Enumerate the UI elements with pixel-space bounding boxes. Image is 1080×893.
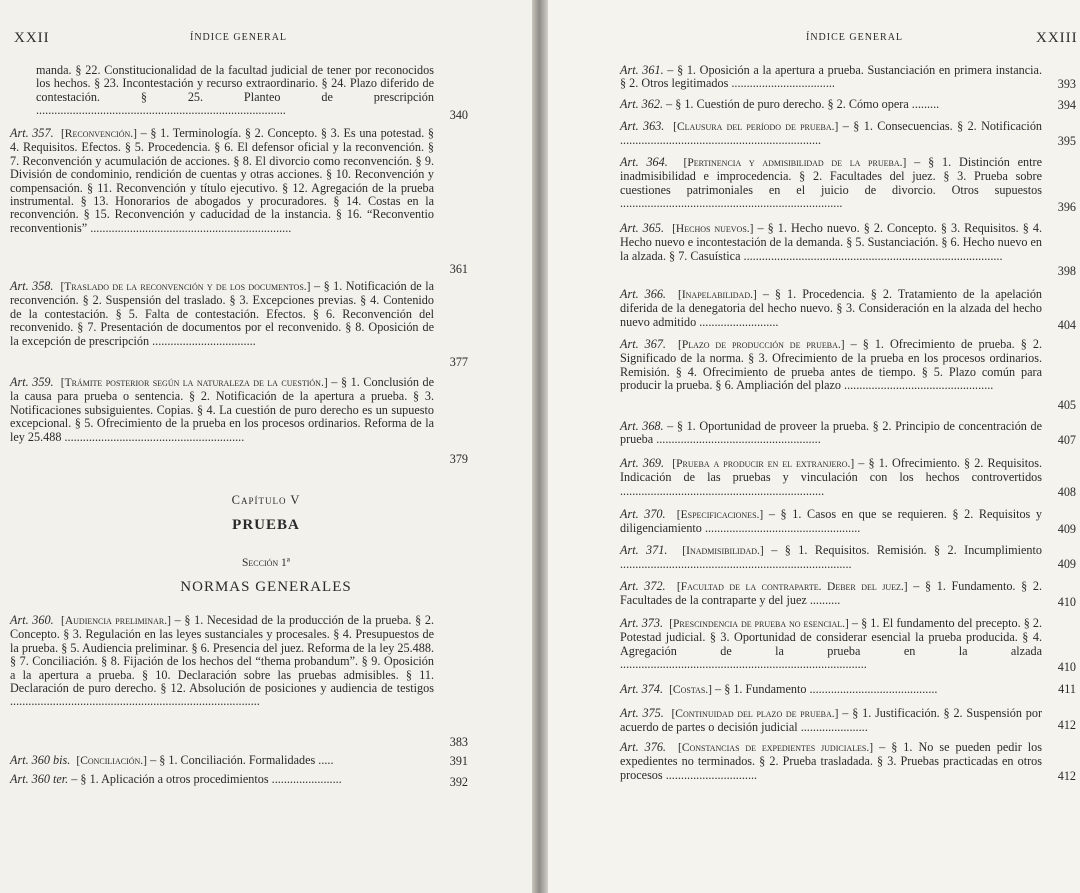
toc-entry: [620, 707, 1042, 735]
chapter-title: PRUEBA: [232, 517, 300, 533]
article-number: Art. 360 ter.: [10, 772, 69, 786]
article-title: [Facultad de la contraparte. Deber del juez.]: [676, 581, 908, 593]
toc-entry: [620, 544, 1042, 572]
entry-text: – § 1. Ofrecimiento. § 2. Requisitos. Indicación de las pruebas y vinculación con los hechos controvertidos ...................................................................: [620, 456, 1043, 498]
entry-text: – § 1. Conciliación. Formalidades .....: [147, 753, 334, 767]
article-number: Art. 360 bis.: [10, 753, 71, 767]
article-title: [Trámite posterior según la naturaleza de la cuestión.]: [60, 377, 328, 389]
entry-text: – § 1. Distinción entre inadmisibilidad e improcedencia. § 2. Facultades del juez. § 3. Prueba sobre cuestiones patrimoniales en el juicio de divorcio. Otros supuestos .........................................................................: [620, 155, 1043, 211]
entry-text: – § 1. Notificación de la reconvención. § 2. Suspensión del traslado. § 3. Excepciones previas. § 4. Contenido de la contestación. § 5. Falta de contestación. Efectos. § 6. Reconvención del reconvenido. § 7. Presentación de documentos por el reconvenido. § 8. Oposición de la excepción de prescripción ..................................: [10, 279, 435, 348]
section-label: Sección 1ª: [242, 557, 290, 569]
toc-entry: [620, 741, 1042, 782]
entry-text: – § 1. Aplicación a otros procedimientos .......................: [68, 772, 342, 786]
page-number: 393: [1057, 77, 1076, 91]
page-number: 383: [449, 735, 468, 749]
page-number: 411: [1058, 682, 1076, 696]
entry-text: – § 1. Oposición a la apertura a prueba. Sustanciación en primera instancia. § 2. Otros legitimados ..................................: [620, 63, 1042, 91]
article-number: Art. 370.: [620, 507, 666, 521]
entry-text: manda. § 22. Constitucionalidad de la facultad judicial de tener por reconocidos los hechos. § 23. Incontestación y recurso extraordinario. § 24. Plazo diferido de contestación. § 25. Planteo de prescripción ..................................................................................: [36, 63, 434, 118]
page-folio: XXII: [14, 30, 50, 46]
page-number: 340: [449, 108, 468, 122]
article-number: Art. 372.: [620, 579, 666, 593]
page-number: 412: [1057, 718, 1076, 732]
article-number: Art. 373.: [620, 616, 664, 630]
article-title: [Traslado de la reconvención y de los documentos.]: [60, 281, 311, 293]
page-number: 405: [1057, 398, 1076, 412]
entry-text: – § 1. Oportunidad de proveer la prueba. § 2. Principio de concentración de prueba ......................................................: [620, 419, 1042, 447]
page-number: 412: [1057, 769, 1076, 783]
article-title: [Costas.]: [669, 684, 712, 696]
section-title: NORMAS GENERALES: [180, 579, 352, 595]
article-title: [Plazo de producción de prueba.]: [678, 339, 845, 351]
page-number: 409: [1057, 522, 1076, 536]
page-number: 410: [1057, 660, 1076, 674]
toc-entry: [10, 754, 434, 768]
article-title: [Conciliación.]: [76, 755, 148, 767]
toc-entry: [620, 338, 1042, 393]
toc-entry: [620, 420, 1042, 447]
page-number: 396: [1057, 200, 1076, 214]
entry-text: – § 1. Requisitos. Remisión. § 2. Incumplimiento ............................................................................: [620, 543, 1042, 572]
page-number: 407: [1057, 433, 1076, 447]
toc-entry: [620, 288, 1042, 329]
page-number: 410: [1057, 595, 1076, 609]
article-number: Art. 375.: [620, 706, 664, 720]
entry-text: – § 1. Fundamento. § 2. Facultades de la contraparte y del juez ..........: [620, 579, 1042, 608]
page-number: 391: [449, 754, 468, 768]
running-head: ÍNDICE GENERAL: [190, 32, 288, 43]
article-number: Art. 358.: [10, 279, 54, 293]
article-title: [Prueba a producir en el extranjero.]: [672, 458, 855, 470]
page-number: 398: [1057, 264, 1076, 278]
article-title: [Inapelabilidad.]: [678, 289, 757, 301]
article-title: [Especificaciones.]: [676, 509, 764, 521]
entry-text: – § 1. Procedencia. § 2. Tratamiento de la apelación diferida de la denegatoria del hecho nuevo. § 3. Consideración en la alzada del hecho nuevo admitido ..........................: [620, 287, 1043, 329]
page-number: 379: [449, 452, 468, 466]
article-number: Art. 364.: [620, 155, 668, 169]
book-gutter: [532, 0, 548, 893]
page-number: 409: [1057, 557, 1076, 571]
page-folio: XXIII: [1036, 30, 1078, 46]
toc-entry: [620, 120, 1042, 148]
running-head: ÍNDICE GENERAL: [806, 32, 904, 43]
article-number: Art. 376.: [620, 740, 666, 754]
entry-text: – § 1. El fundamento del precepto. § 2. Potestad judicial. § 3. Oportunidad de considerar esencial la prueba producida. § 4. Agregación de la prueba en la alzada .................................................................................: [620, 616, 1043, 672]
toc-entry: [620, 98, 1042, 111]
right-page: [548, 0, 1080, 893]
article-number: Art. 357.: [10, 126, 54, 140]
toc-entry: [620, 508, 1042, 536]
toc-entry: [10, 127, 434, 235]
entry-text: – § 1. Consecuencias. § 2. Notificación ..................................................................: [620, 119, 1043, 148]
entry-text: – § 1. Necesidad de la producción de la prueba. § 2. Concepto. § 3. Regulación en las leyes sustanciales y procesales. § 4. Presupuestos de la prueba. § 5. Audiencia preliminar. § 6. Presencia del juez. Reforma de la ley 25.488. § 7. Conciliación. § 8. Fijación de los hechos del “thema probandum”. § 9. Oposición a la apertura a prueba. § 10. Declaración sobre las pruebas admisibles. § 11. Declaración de puro derecho. § 12. Absolución de posiciones y audiencia de testigos ..................................................................................: [10, 613, 435, 709]
toc-entry: [620, 617, 1042, 672]
toc-entry: [620, 457, 1042, 498]
article-number: Art. 374.: [620, 682, 663, 696]
entry-text: – § 1. Hecho nuevo. § 2. Concepto. § 3. Requisitos. § 4. Hecho nuevo e incontestación de la demanda. § 5. Sustanciación. § 6. Hecho nuevo en la alzada. § 7. Casuística .....................................................................................: [620, 221, 1043, 263]
article-number: Art. 367.: [620, 337, 666, 351]
article-number: Art. 368.: [620, 419, 664, 433]
entry-text: – § 1. No se pueden pedir los expedientes no terminados. § 2. Prueba trasladada. § 3. Pruebas practicadas en otros procesos ..............................: [620, 740, 1043, 782]
toc-entry: [620, 222, 1042, 263]
left-page: [0, 0, 532, 893]
entry-text: – § 1. Terminología. § 2. Concepto. § 3. Es una potestad. § 4. Requisitos. Efectos. § 5. Procedencia. § 6. El defensor oficial y la reconvención. § 7. Reconvención y acumulación de acciones. § 8. El divorcio como reconvención. § 9. División de condominio, rendición de cuentas y otras acciones. § 10. Reconvención y compensación. § 11. Reconvención y título ejecutivo. § 12. Agregación de la prueba instrumental. § 13. Honorarios de abogados y procuradores. § 14. Costas en la reconvención. § 15. Reconvención y caducidad de la instancia. § 16. “Reconventio reconventionis” ..................................................................: [10, 126, 435, 235]
entry-text: – § 1. Cuestión de puro derecho. § 2. Cómo opera .........: [663, 97, 940, 111]
toc-entry: [10, 280, 434, 348]
toc-entry: [10, 376, 434, 444]
chapter-label: Capítulo V: [231, 493, 301, 507]
page-number: 361: [449, 262, 468, 276]
article-number: Art. 369.: [620, 456, 665, 470]
article-title: [Reconvención.]: [60, 128, 137, 140]
article-number: Art. 360.: [10, 613, 54, 627]
article-title: [Hechos nuevos.]: [672, 223, 754, 235]
toc-entry-continuation: [36, 64, 434, 118]
article-number: Art. 363.: [620, 119, 665, 133]
page-number: 377: [449, 355, 468, 369]
toc-entry: [620, 683, 1042, 697]
page-number: 394: [1057, 98, 1076, 112]
article-title: [Clausura del período de prueba.]: [673, 121, 839, 133]
page-number: 404: [1057, 318, 1076, 332]
page-number: 395: [1057, 134, 1076, 148]
article-number: Art. 371.: [620, 543, 668, 557]
toc-entry: [620, 156, 1042, 211]
toc-entry: [10, 614, 434, 709]
page-number: 408: [1057, 485, 1076, 499]
article-title: [Pertinencia y admisibilidad de la prueba.]: [683, 157, 907, 169]
article-number: Art. 361.: [620, 63, 664, 77]
article-number: Art. 365.: [620, 221, 664, 235]
entry-text: – § 1. Ofrecimiento de prueba. § 2. Significado de la norma. § 3. Ofrecimiento de la prueba en los procesos ordinarios. Remisión. § 4. Ofrecimiento de prueba antes de tiempo. § 5. Plazo común para producir la prueba. § 6. Ampliación del plazo .................................................: [620, 337, 1043, 393]
article-title: [Constancias de expedientes judiciales.]: [678, 742, 874, 754]
page-number: 392: [449, 775, 468, 789]
entry-text: – § 1. Justificación. § 2. Suspensión por acuerdo de partes o decisión judicial ......................: [620, 706, 1043, 735]
article-number: Art. 359.: [10, 375, 54, 389]
article-title: [Inadmisibilidad.]: [682, 545, 764, 557]
entry-text: – § 1. Fundamento ..........................................: [712, 682, 938, 696]
toc-entry: [10, 773, 434, 786]
entry-text: – § 1. Conclusión de la causa para prueba o sentencia. § 2. Notificación de la apertura a prueba. § 3. Notificaciones subsiguientes. Copias. § 4. La cuestión de puro derecho es un supuesto excepcional. § 5. Ofrecimiento de la prueba en los procesos ordinarios. Reforma de la ley 25.488 ...........................................................: [10, 375, 435, 444]
entry-text: – § 1. Casos en que se requieren. § 2. Requisitos y diligenciamiento ...................................................: [620, 507, 1042, 536]
article-number: Art. 366.: [620, 287, 666, 301]
article-title: [Continuidad del plazo de prueba.]: [671, 708, 839, 720]
toc-entry: [620, 64, 1042, 91]
article-title: [Audiencia preliminar.]: [61, 615, 171, 627]
article-number: Art. 362.: [620, 97, 663, 111]
toc-entry: [620, 580, 1042, 608]
article-title: [Prescindencia de prueba no esencial.]: [669, 618, 849, 630]
